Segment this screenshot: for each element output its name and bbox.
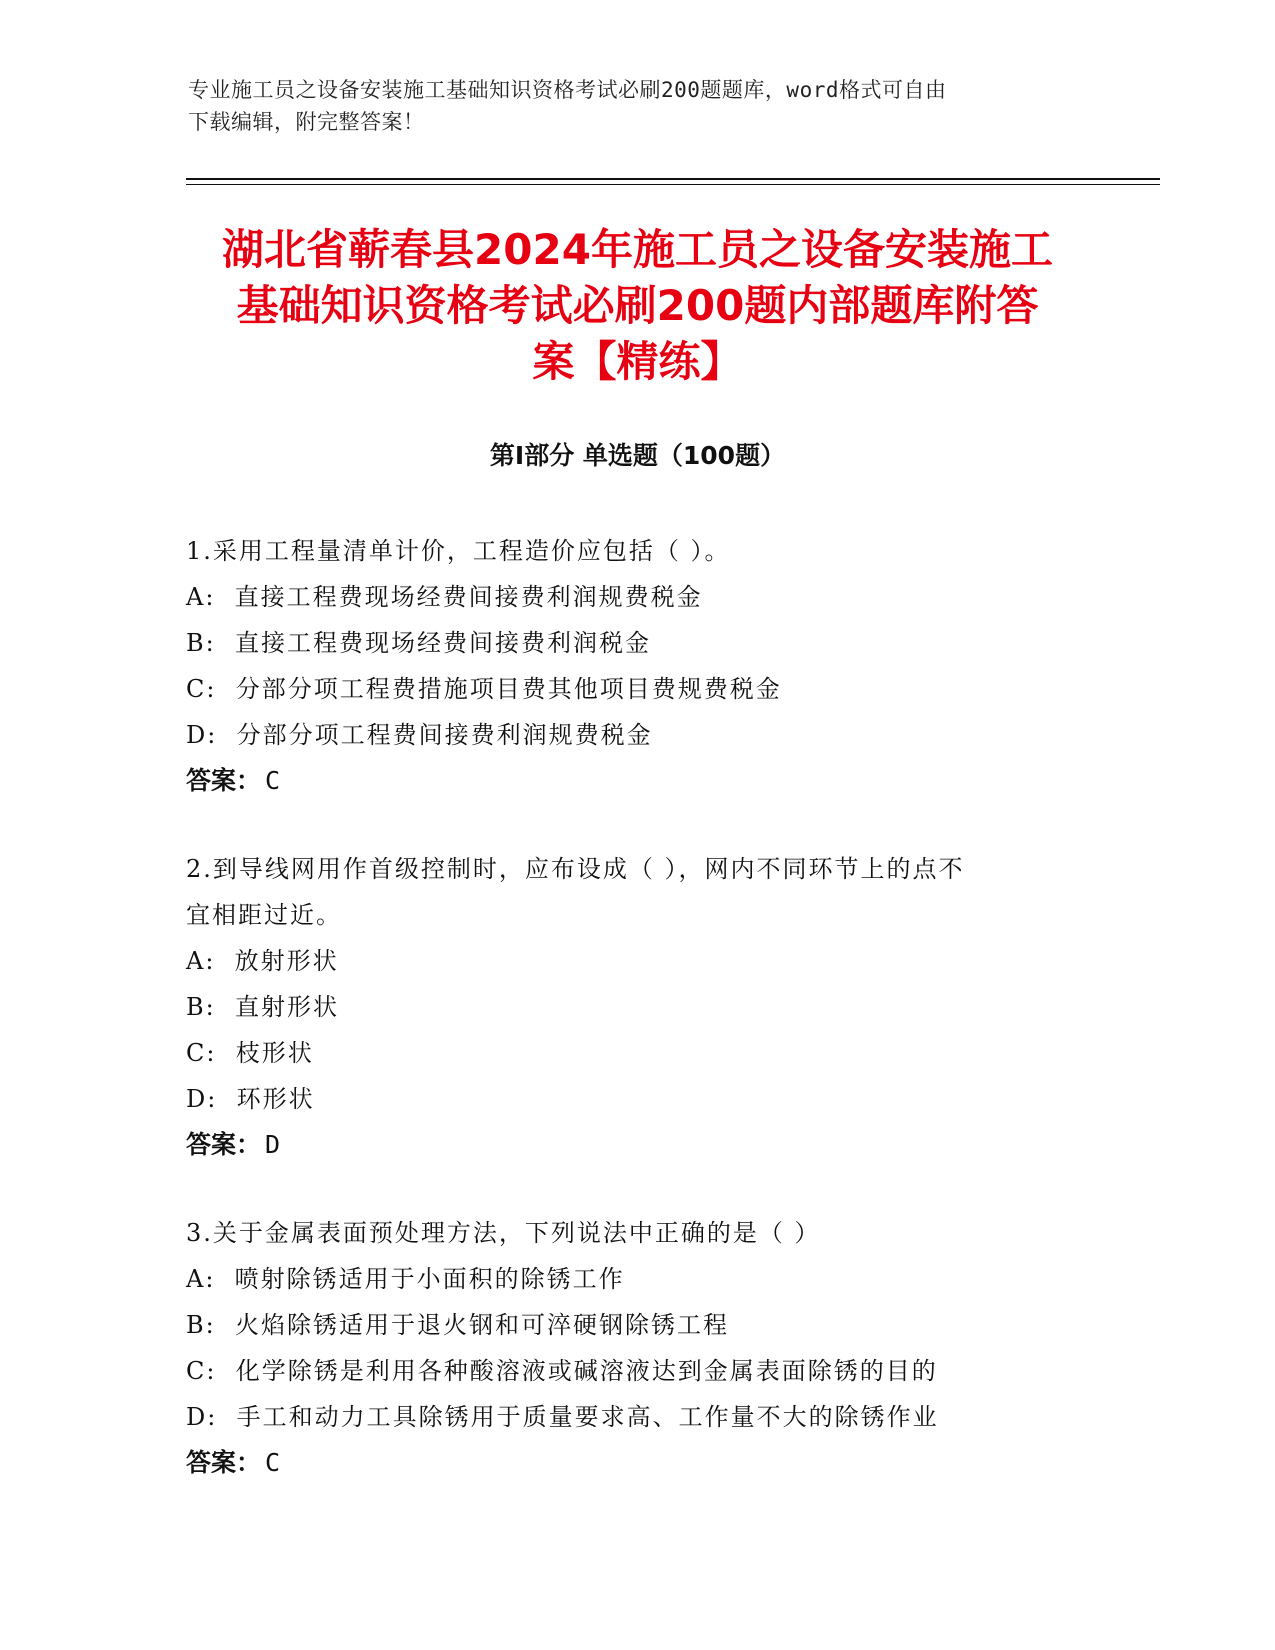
option-d: D: 环形状 xyxy=(186,1085,315,1113)
answer-value: D xyxy=(265,1130,281,1159)
answer-label: 答案： xyxy=(186,766,262,795)
answer-label: 答案： xyxy=(186,1448,262,1477)
answer-label: 答案： xyxy=(186,1130,262,1159)
header-note-line-1: 专业施工员之设备安装施工基础知识资格考试必刷200题题库，word格式可自由 xyxy=(188,78,947,102)
option-a: A: 直接工程费现场经费间接费利润规费税金 xyxy=(186,583,703,611)
title-line-3: 案【精练】 xyxy=(532,337,743,386)
answer-value: C xyxy=(265,766,281,795)
question-list xyxy=(186,528,1086,1528)
question-3 xyxy=(186,1210,1086,1486)
question-stem: 1.采用工程量清单计价，工程造价应包括（ ）。 xyxy=(186,537,731,565)
option-c: C: 枝形状 xyxy=(186,1039,314,1067)
question-stem-continued: 宜相距过近。 xyxy=(186,901,342,929)
header-divider-thick xyxy=(186,178,1160,180)
option-b: B: 直接工程费现场经费间接费利润税金 xyxy=(186,629,651,657)
section-title: 第Ⅰ部分 单选题（100题） xyxy=(489,441,786,470)
option-a: A: 放射形状 xyxy=(186,947,339,975)
document-title xyxy=(150,222,1125,390)
answer-line xyxy=(186,758,1086,804)
title-line-2: 基础知识资格考试必刷200题内部题库附答 xyxy=(236,281,1039,330)
header-note xyxy=(188,74,1088,138)
option-b: B: 火焰除锈适用于退火钢和可淬硬钢除锈工程 xyxy=(186,1311,729,1339)
answer-value: C xyxy=(265,1448,281,1477)
option-d: D: 手工和动力工具除锈用于质量要求高、工作量不大的除锈作业 xyxy=(186,1403,939,1431)
header-note-line-2: 下载编辑，附完整答案！ xyxy=(188,110,425,134)
header-divider-thin xyxy=(186,184,1160,185)
title-line-1: 湖北省蕲春县2024年施工员之设备安装施工 xyxy=(222,225,1053,274)
option-a: A: 喷射除锈适用于小面积的除锈工作 xyxy=(186,1265,625,1293)
answer-line xyxy=(186,1440,1086,1486)
option-d: D: 分部分项工程费间接费利润规费税金 xyxy=(186,721,653,749)
option-c: C: 化学除锈是利用各种酸溶液或碱溶液达到金属表面除锈的目的 xyxy=(186,1357,938,1385)
question-2 xyxy=(186,846,1086,1168)
answer-line xyxy=(186,1122,1086,1168)
option-b: B: 直射形状 xyxy=(186,993,339,1021)
question-stem: 2.到导线网用作首级控制时，应布设成（ ），网内不同环节上的点不 xyxy=(186,855,965,883)
question-stem: 3.关于金属表面预处理方法，下列说法中正确的是（ ） xyxy=(186,1219,821,1247)
question-1 xyxy=(186,528,1086,804)
option-c: C: 分部分项工程费措施项目费其他项目费规费税金 xyxy=(186,675,782,703)
